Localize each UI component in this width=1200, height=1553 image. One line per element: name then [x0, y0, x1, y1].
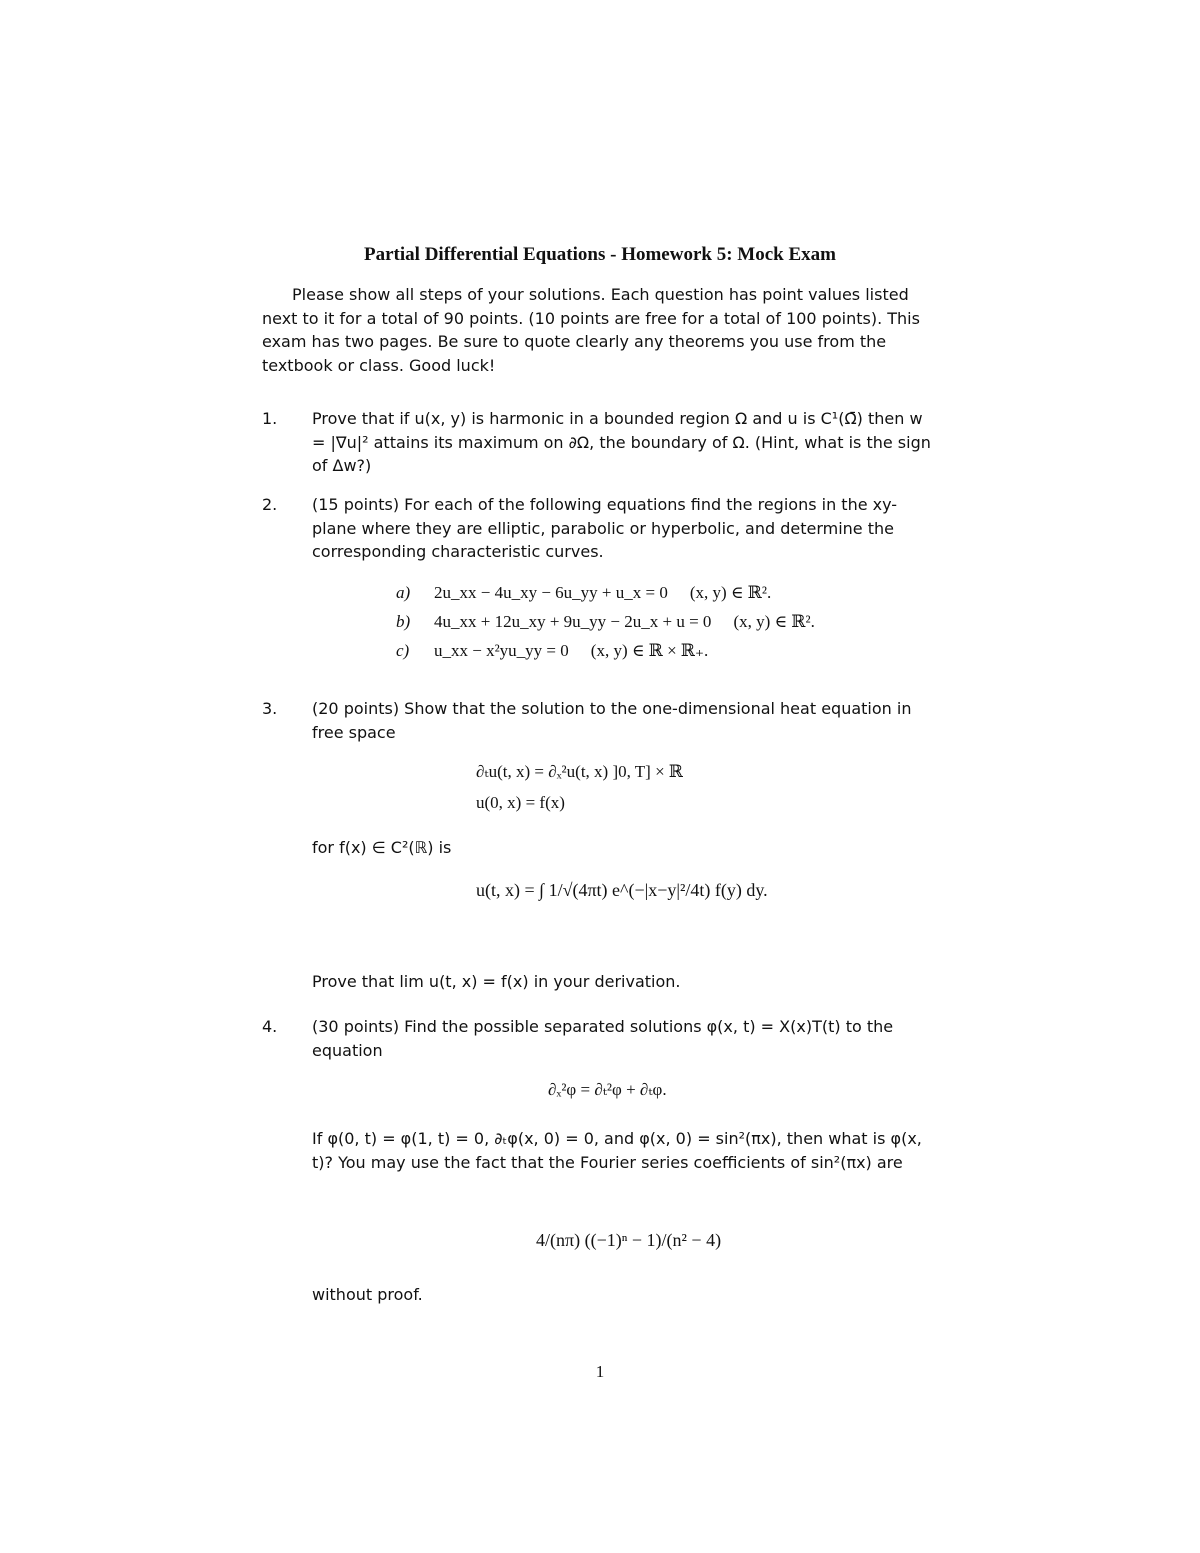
fourier-coefficients: 4/(nπ) ((−1)ⁿ − 1)/(n² − 4): [536, 1230, 722, 1250]
page-number: 1: [595, 1362, 605, 1381]
question-1-text: Prove that if u(x, y) is harmonic in a bounded region Ω and u is C¹(Ω̄) then w = |∇u|² attains its maximum on ∂Ω, the boundary of Ω. (Hint, what is the sign of Δw?): [312, 409, 931, 475]
question-2-equations: [396, 583, 815, 670]
question-2-text: (15 points) For each of the following equations find the regions in the xy-plane where they are elliptic, parabolic or hyperbolic, and determine the corresponding characteristic curves.: [312, 495, 898, 561]
question-number: 2.: [262, 495, 278, 514]
equation-c: c) u_xx − x²yu_yy = 0 (x, y) ∈ ℝ × ℝ₊.: [396, 641, 709, 660]
question-4-text: (30 points) Find the possible separated solutions φ(x, t) = X(x)T(t) to the equation: [312, 1017, 894, 1060]
equation-b: b) 4u_xx + 12u_xy + 9u_yy − 2u_x + u = 0 (x, y) ∈ ℝ².: [396, 612, 815, 631]
question-number: 3.: [262, 699, 278, 718]
equation-a: a) 2u_xx − 4u_xy − 6u_yy + u_x = 0 (x, y) ∈ ℝ².: [396, 583, 772, 602]
heat-kernel-formula: u(t, x) = ∫ 1/√(4πt) e^(−|x−y|²/4t) f(y) dy.: [476, 880, 768, 900]
question-3-limit-text: Prove that lim u(t, x) = f(x) in your derivation.: [312, 972, 681, 991]
question-2: [262, 493, 938, 564]
question-4-conditions: If φ(0, t) = φ(1, t) = 0, ∂ₜφ(x, 0) = 0, and φ(x, 0) = sin²(πx), then what is φ(x, t)? You may use the fact that the Fourier series coefficients of sin²(πx) are: [312, 1129, 922, 1172]
wave-equation: ∂ₓ²φ = ∂ₜ²φ + ∂ₜφ.: [548, 1080, 667, 1099]
question-number: 1.: [262, 409, 278, 428]
page-title: Partial Differential Equations - Homework 5: Mock Exam: [364, 244, 836, 265]
heat-equation: ∂ₜu(t, x) = ∂ₓ²u(t, x) ]0, T] × ℝ: [476, 762, 684, 781]
question-4-after: without proof.: [312, 1285, 423, 1304]
question-3: [262, 697, 938, 744]
instructions-paragraph: Please show all steps of your solutions. Each question has point values listed next to it for a total of 90 points. (10 points are free for a total of 100 points). This exam has two pages. Be sure to quote clearly any theorems you use from the textbook or class. Good luck!: [262, 285, 920, 375]
question-number: 4.: [262, 1017, 278, 1036]
question-3-for-text: for f(x) ∈ C²(ℝ) is: [312, 838, 452, 857]
question-3-text: (20 points) Show that the solution to the one-dimensional heat equation in free space: [312, 699, 912, 742]
question-1: [262, 407, 938, 478]
initial-condition: u(0, x) = f(x): [476, 793, 565, 812]
question-4: [262, 1015, 938, 1062]
